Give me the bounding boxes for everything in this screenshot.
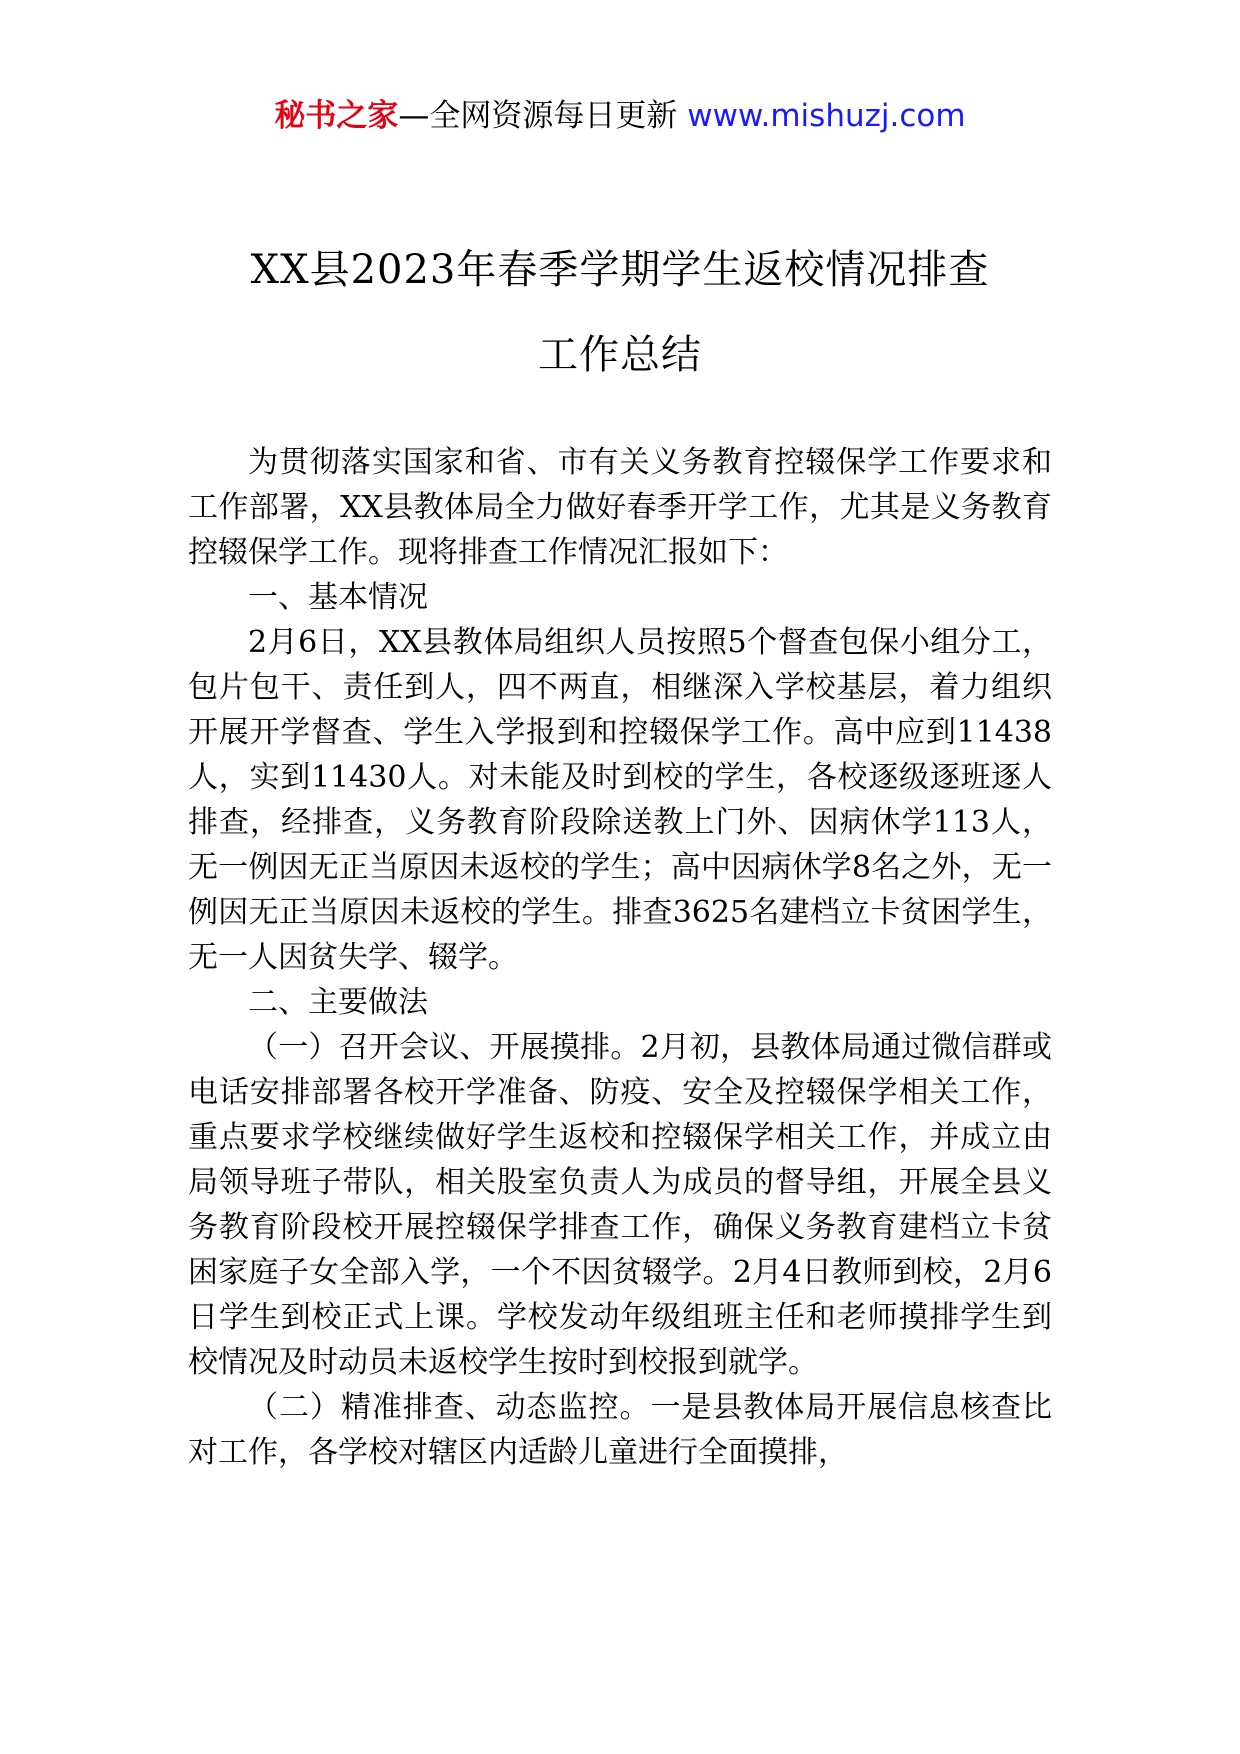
title-line-2: 工作总结	[538, 332, 702, 378]
title-line-1: XX县2023年春季学期学生返校情况排查	[250, 247, 990, 293]
basic-situation-paragraph: 2月6日，XX县教体局组织人员按照5个督查包保小组分工，包片包干、责任到人，四不两直，相继深入学校基层，着力组织开展开学督查、学生入学报到和控辍保学工作。高中应到11438人，实到11430人。对未能及时到校的学生，各校逐级逐班逐人排查，经排查，义务教育阶段除送教上门外、因病休学113人，无一例因无正当原因未返校的学生；高中因病休学8名之外，无一例因无正当原因未返校的学生。排查3625名建档立卡贫困学生，无一人因贫失学、辍学。	[188, 625, 1052, 975]
methods-paragraph-2: （二）精准排查、动态监控。一是县教体局开展信息核查比对工作，各学校对辖区内适龄儿童进行全面摸排，	[188, 1390, 1052, 1470]
section-heading-methods: 二、主要做法	[248, 985, 428, 1020]
intro-paragraph: 为贯彻落实国家和省、市有关义务教育控辍保学工作要求和工作部署，XX县教体局全力做好春季开学工作，尤其是义务教育控辍保学工作。现将排查工作情况汇报如下：	[188, 445, 1052, 570]
brand-name: 秘书之家	[274, 98, 399, 134]
header-tagline: —全网资源每日更新	[398, 98, 688, 134]
section-heading-basic: 一、基本情况	[248, 580, 428, 615]
methods-paragraph-1: （一）召开会议、开展摸排。2月初，县教体局通过微信群或电话安排部署各校开学准备、防疫、安全及控辍保学相关工作，重点要求学校继续做好学生返校和控辍保学相关工作，并成立由局领导班子带队，相关股室负责人为成员的督导组，开展全县义务教育阶段校开展控辍保学排查工作，确保义务教育建档立卡贫困家庭子女全部入学，一个不因贫辍学。2月4日教师到校，2月6日学生到校正式上课。学校发动年级组班主任和老师摸排学生到校情况及时动员未返校学生按时到校报到就学。	[188, 1030, 1052, 1380]
document-title	[180, 228, 1060, 398]
document-body	[188, 440, 1052, 1475]
watermark-header	[0, 96, 1240, 136]
header-url-link[interactable]: www.mishuzj.com	[687, 98, 966, 134]
